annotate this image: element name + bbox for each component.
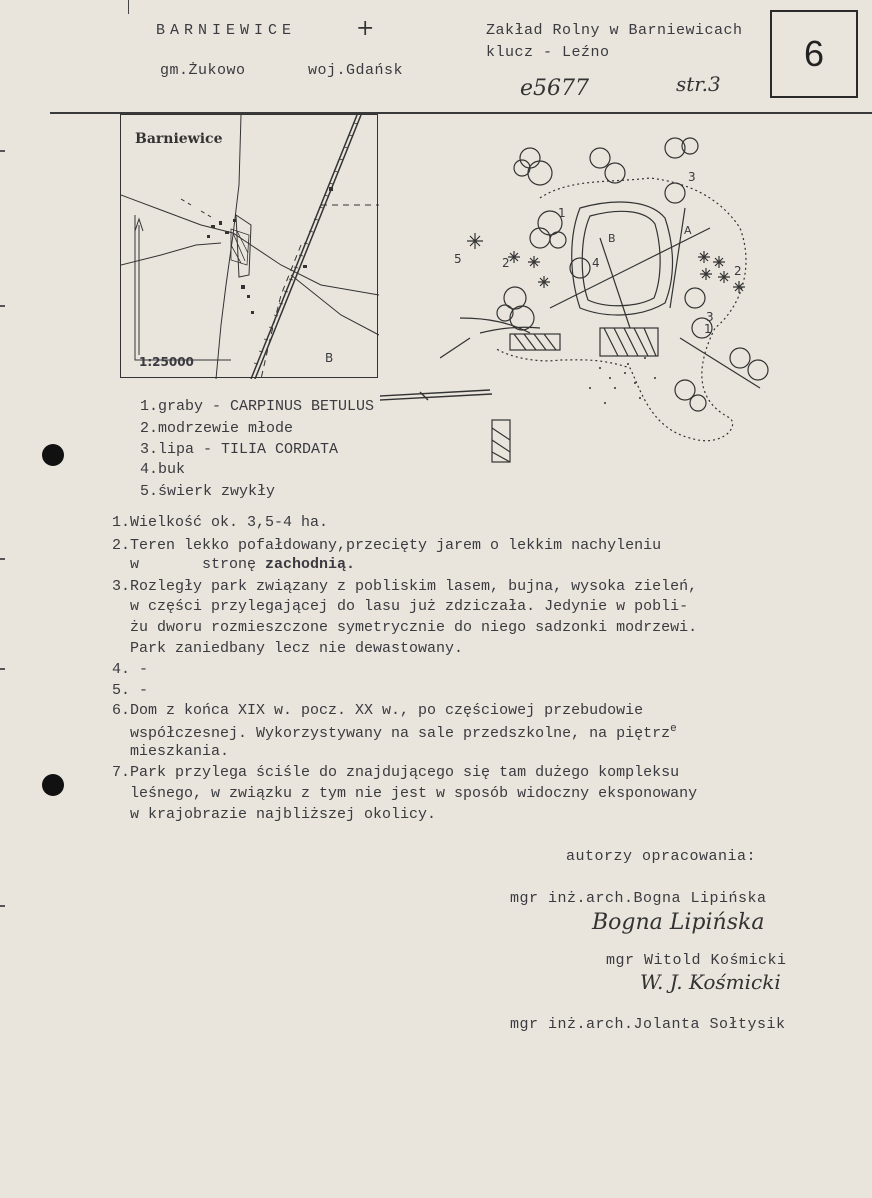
author-3: mgr inż.arch.Jolanta Sołtysik xyxy=(510,1016,786,1033)
handwritten-cross: + xyxy=(356,16,375,41)
item-2-line-2-text: w stronę xyxy=(112,556,266,573)
item-5: 5. - xyxy=(112,682,149,699)
plan-label-a: A xyxy=(684,224,692,237)
margin-tick xyxy=(0,905,5,907)
item-4: 4. - xyxy=(112,661,149,678)
item-6-line-2-text: współczesnej. Wykorzystywany na sale przedszkolne, na piętrz xyxy=(112,725,671,742)
plan-label-3: 3 xyxy=(688,170,696,184)
reference-number: e5677 xyxy=(520,76,590,101)
author-2: mgr Witold Kośmicki xyxy=(606,952,787,969)
plan-label-b: B xyxy=(608,232,616,245)
item-6-sup: e xyxy=(670,723,677,735)
page-number: str.3 xyxy=(676,72,721,96)
plan-label-3b: 3 xyxy=(706,310,714,324)
map-scale: 1:25000 xyxy=(139,355,194,369)
legend-item-4: 4.buk xyxy=(140,461,186,478)
park-plan xyxy=(440,128,780,468)
item-2-line-2 xyxy=(112,556,355,573)
gmina: gm.Żukowo xyxy=(160,62,246,79)
item-6-line-1: 6.Dom z końca XIX w. pocz. XX w., po częściowej przebudowie xyxy=(112,702,644,719)
signature-2: W. J. Kośmicki xyxy=(640,970,781,994)
item-3-line-3: żu dworu rozmieszczone symetrycznie do niego sadzonki modrzewi. xyxy=(112,619,698,636)
park-plan-drawing xyxy=(440,128,780,468)
item-7-line-1: 7.Park przylega ściśle do znajdującego się tam dużego kompleksu xyxy=(112,764,680,781)
sheet-number-box: 6 xyxy=(770,10,858,98)
plan-label-5: 5 xyxy=(454,252,462,266)
item-7-line-2: leśnego, w związku z tym nie jest w sposób widoczny eksponowany xyxy=(112,785,698,802)
item-6-line-2 xyxy=(112,723,677,742)
farm-key: klucz - Leźno xyxy=(486,44,610,61)
location-map-drawing xyxy=(121,115,379,379)
plan-label-1: 1 xyxy=(558,206,566,220)
plan-label-1b: 1 xyxy=(704,322,712,336)
legend-item-1: 1.graby - CARPINUS BETULUS xyxy=(140,398,375,415)
punch-hole xyxy=(42,444,64,466)
item-2-bold: zachodnią. xyxy=(265,556,356,573)
farm-name: Zakład Rolny w Barniewicach xyxy=(486,22,743,39)
item-6-line-3: mieszkania. xyxy=(112,743,230,760)
item-3-line-2: w części przylegającej do lasu już zdziczała. Jedynie w pobli- xyxy=(112,598,689,615)
legend-item-5: 5.świerk zwykły xyxy=(140,483,276,500)
item-7-line-3: w krajobrazie najbliższej okolicy. xyxy=(112,806,437,823)
voivodeship: woj.Gdańsk xyxy=(308,62,404,79)
margin-tick xyxy=(0,305,5,307)
punch-hole xyxy=(42,774,64,796)
authors-heading: autorzy opracowania: xyxy=(566,848,757,865)
map-title: Barniewice xyxy=(135,131,223,147)
location-map xyxy=(120,114,378,378)
signature-1: Bogna Lipińska xyxy=(592,910,765,935)
margin-tick xyxy=(0,668,5,670)
legend-item-3: 3.lipa - TILIA CORDATA xyxy=(140,441,339,458)
plan-arrow xyxy=(380,386,500,410)
item-2-line-1: 2.Teren lekko pofałdowany,przecięty jarem o lekkim nachyleniu xyxy=(112,537,662,554)
margin-tick xyxy=(0,150,5,152)
margin-tick xyxy=(0,558,5,560)
author-1: mgr inż.arch.Bogna Lipińska xyxy=(510,890,767,907)
item-3-line-1: 3.Rozległy park związany z pobliskim lasem, bujna, wysoka zieleń, xyxy=(112,578,698,595)
plan-label-2: 2 xyxy=(502,256,510,270)
item-1: 1.Wielkość ok. 3,5-4 ha. xyxy=(112,514,329,531)
legend-item-2: 2.modrzewie młode xyxy=(140,420,294,437)
plan-label-2b: 2 xyxy=(734,264,742,278)
place-name: BARNIEWICE xyxy=(156,22,297,39)
top-margin-mark xyxy=(128,0,129,14)
map-letter: B xyxy=(325,351,334,365)
plan-label-4: 4 xyxy=(592,256,600,270)
item-3-line-4: Park zaniedbany lecz nie dewastowany. xyxy=(112,640,464,657)
